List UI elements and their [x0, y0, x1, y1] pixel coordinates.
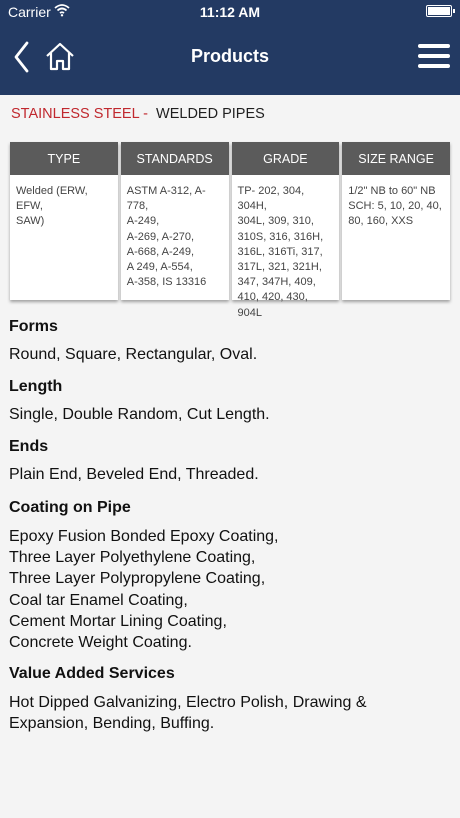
breadcrumb-category: STAINLESS STEEL -: [11, 106, 148, 122]
page-title: Products: [190, 46, 269, 66]
breadcrumb: [11, 106, 265, 122]
table-column-type: [10, 142, 118, 300]
coating-text: Epoxy Fusion Bonded Epoxy Coating, Three Layer Polyethylene Coating, Three Layer Polypropylene Coating, Coal tar Enamel Coating, Cement Mortar Lining Coating, Concrete Weight Coating.: [9, 528, 279, 652]
column-header: GRADE: [232, 142, 340, 175]
table-cell: 1/2" NB to 60" NB SCH: 5, 10, 20, 40, 80, 160, XXS: [348, 185, 442, 228]
table-column-size-range: [342, 142, 450, 300]
table-cell: TP- 202, 304, 304H, 304L, 309, 310, 310S, 316, 316H, 316L, 316Ti, 317, 317L, 321, 321H, 347, 347H, 409, 410, 420, 430, 904L: [237, 185, 324, 319]
forms-heading: Forms: [9, 318, 58, 335]
specification-table: [10, 142, 450, 319]
ends-heading: Ends: [9, 438, 49, 455]
battery-icon: [426, 5, 452, 17]
breadcrumb-subcategory: WELDED PIPES: [156, 106, 265, 122]
clock-time: 11:12 AM: [199, 4, 261, 20]
column-header: SIZE RANGE: [342, 142, 450, 175]
length-text: Single, Double Random, Cut Length.: [9, 406, 270, 423]
hamburger-menu-icon[interactable]: [418, 44, 450, 68]
column-header: TYPE: [10, 142, 118, 175]
app-header: [0, 0, 460, 95]
forms-text: Round, Square, Rectangular, Oval.: [9, 346, 258, 363]
value-added-services-heading: Value Added Services: [9, 665, 175, 682]
status-bar: [0, 0, 460, 24]
carrier-label: Carrier: [8, 4, 51, 20]
ends-text: Plain End, Beveled End, Threaded.: [9, 466, 259, 483]
table-cell: Welded (ERW, EFW, SAW): [16, 185, 88, 228]
coating-heading: Coating on Pipe: [9, 499, 131, 516]
length-heading: Length: [9, 378, 63, 395]
table-column-standards: [121, 142, 229, 300]
column-header: STANDARDS: [121, 142, 229, 175]
table-cell: ASTM A-312, A-778, A-249, A-269, A-270, A-668, A-249, A 249, A-554, A-358, IS 13316: [126, 185, 207, 289]
value-added-services-text: Hot Dipped Galvanizing, Electro Polish, Drawing & Expansion, Bending, Buffing.: [9, 694, 367, 733]
table-column-grade: [232, 142, 340, 319]
